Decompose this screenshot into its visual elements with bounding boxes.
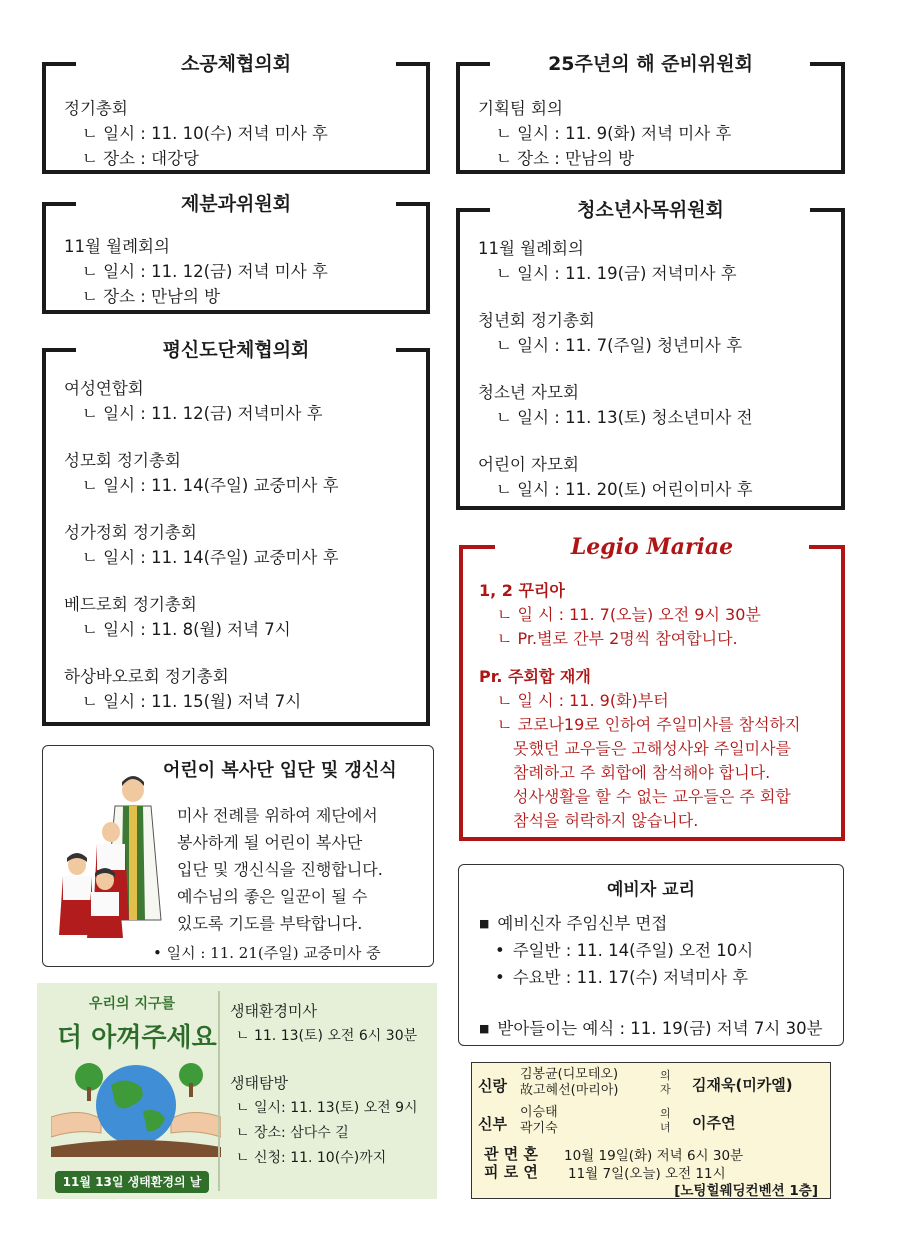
legio-praesidium-date: ㄴ 일 시 : 11. 9(화)부터: [497, 691, 669, 710]
lay-group-date: ㄴ 일시 : 11. 8(월) 저녁 7시: [82, 620, 291, 639]
lay-group-date: ㄴ 일시 : 11. 14(주일) 교중미사 후: [82, 548, 339, 567]
lay-group: [64, 664, 426, 714]
sogong-item: 정기총회: [64, 99, 128, 118]
legio-note-cont: 못했던 교우들은 고해성사와 주일미사를: [513, 739, 792, 758]
earth-hands-illustration: [51, 1047, 221, 1157]
reception-date: 11월 7일(오늘) 오전 11시: [568, 1166, 726, 1182]
lay-group-name: 베드로회 정기총회: [64, 595, 197, 614]
jubilee-place: ㄴ 장소 : 만남의 방: [496, 149, 635, 168]
jubilee-item: 기획팀 회의: [478, 99, 563, 118]
eco-banner-main: 더 아껴주세요: [57, 1023, 217, 1053]
jubilee-box: [456, 53, 845, 174]
altar-body-line: 봉사하게 될 어린이 복사단: [177, 833, 363, 852]
catechism-wednesday: • 수요반 : 11. 17(수) 저녁미사 후: [479, 965, 823, 990]
lay-group-date: ㄴ 일시 : 11. 14(주일) 교중미사 후: [82, 476, 339, 495]
altar-box: [42, 745, 434, 967]
catechism-title: 예비자 교리: [606, 880, 696, 900]
lay-title: 평신도단체협의회: [139, 334, 334, 366]
lay-box: [42, 339, 430, 726]
groom-label: 신랑: [478, 1077, 507, 1095]
bride-name: 이주연: [692, 1114, 736, 1132]
groom-parent: 故고혜선(마리아): [520, 1083, 619, 1098]
altar-body-line: 있도록 기도를 부탁합니다.: [177, 914, 363, 933]
eco-divider: [218, 991, 220, 1191]
youth-group: [478, 236, 841, 286]
youth-group: [478, 308, 841, 358]
altar-servers-illustration: [53, 770, 168, 940]
bride-rel: 의: [660, 1107, 671, 1120]
altar-body-line: 입단 및 갱신식을 진행합니다.: [177, 860, 383, 879]
altar-body-line: 예수님의 좋은 일꾼이 될 수: [177, 887, 368, 906]
eco-visit-date: ㄴ 일시: 11. 13(토) 오전 9시: [236, 1100, 418, 1116]
wedding-box: [471, 1062, 831, 1199]
legio-note-cont: 참례하고 주 회합에 참석해야 합니다.: [513, 763, 771, 782]
eco-visit-place: ㄴ 장소: 삼다수 길: [236, 1125, 349, 1141]
youth-group-name: 청년회 정기총회: [478, 311, 595, 330]
lay-group-name: 성모회 정기총회: [64, 451, 181, 470]
eco-visit-title: 생태탐방: [230, 1074, 288, 1092]
bride-rel: 녀: [660, 1121, 671, 1134]
altar-title: 어린이 복사단 입단 및 갱신식: [163, 760, 397, 781]
legio-curia-date: ㄴ 일 시 : 11. 7(오늘) 오전 9시 30분: [497, 605, 761, 624]
eco-banner-bottom: 11월 13일 생태환경의 날: [55, 1171, 209, 1193]
youth-group-date: ㄴ 일시 : 11. 13(토) 청소년미사 전: [496, 408, 753, 427]
eco-visit-apply: ㄴ 신청: 11. 10(수)까지: [236, 1150, 387, 1166]
youth-group-date: ㄴ 일시 : 11. 20(토) 어린이미사 후: [496, 480, 753, 499]
jebun-item: 11월 월례회의: [64, 237, 170, 256]
legio-note-cont: 성사생활을 할 수 없는 교우들은 주 회합: [513, 787, 791, 806]
lay-group-name: 여성연합회: [64, 379, 144, 398]
youth-title: 청소년사목위원회: [553, 194, 748, 226]
altar-date: • 일시 : 11. 21(주일) 교중미사 중: [153, 944, 381, 962]
sogong-place: ㄴ 장소 : 대강당: [82, 149, 199, 168]
jubilee-date: ㄴ 일시 : 11. 9(화) 저녁 미사 후: [496, 124, 732, 143]
bride-parent: 곽기숙: [520, 1121, 558, 1136]
jebun-place: ㄴ 장소 : 만남의 방: [82, 287, 221, 306]
legio-curia-note: ㄴ Pr.별로 간부 2명씩 참여합니다.: [497, 629, 738, 648]
youth-group-name: 어린이 자모회: [478, 455, 579, 474]
eco-mass-title: 생태환경미사: [230, 1002, 317, 1020]
lay-group: [64, 520, 426, 570]
reception-label: 피 로 연: [484, 1163, 538, 1181]
sogong-title: 소공체협의회: [157, 48, 315, 80]
lay-group: [64, 448, 426, 498]
legio-note-cont: 참석을 허락하지 않습니다.: [513, 811, 699, 830]
catechism-interview: ■ 예비신자 주임신부 면접: [479, 911, 823, 936]
lay-group-name: 성가정회 정기총회: [64, 523, 197, 542]
altar-body-line: 미사 전례를 위하여 제단에서: [177, 806, 378, 825]
groom-name: 김재욱(미카엘): [692, 1076, 793, 1094]
eco-mass-date: ㄴ 11. 13(토) 오전 6시 30분: [236, 1028, 418, 1044]
engage-date: 10월 19일(화) 저녁 6시 30분: [564, 1148, 744, 1164]
youth-group: [478, 380, 841, 430]
jebun-title: 제분과위원회: [157, 188, 315, 220]
catechism-sunday: • 주일반 : 11. 14(주일) 오전 10시: [479, 938, 823, 963]
legio-title: Legio Mariae: [551, 529, 753, 565]
groom-parent: 김봉균(디모테오): [520, 1067, 619, 1082]
bride-label: 신부: [478, 1115, 507, 1133]
engage-label: 관 면 혼: [484, 1145, 538, 1163]
groom-rel: 의: [660, 1069, 671, 1082]
sogong-date: ㄴ 일시 : 11. 10(수) 저녁 미사 후: [82, 124, 328, 143]
lay-group: [64, 592, 426, 642]
bride-parent: 이승태: [520, 1105, 558, 1120]
legio-praesidium-note: ㄴ 코로나19로 인하여 주일미사를 참석하지: [497, 715, 801, 734]
youth-box: [456, 199, 845, 510]
sogong-box: [42, 53, 430, 174]
legio-head-curia: 1, 2 꾸리아: [479, 581, 565, 600]
youth-group-name: 11월 월례회의: [478, 239, 584, 258]
legio-box: [459, 534, 845, 841]
groom-rel: 자: [660, 1083, 671, 1096]
legio-head-praesidium: Pr. 주회합 재개: [479, 667, 591, 686]
youth-group-name: 청소년 자모회: [478, 383, 579, 402]
eco-panel: [37, 983, 437, 1199]
lay-group-name: 하상바오로회 정기총회: [64, 667, 229, 686]
jebun-date: ㄴ 일시 : 11. 12(금) 저녁 미사 후: [82, 262, 328, 281]
youth-group-date: ㄴ 일시 : 11. 7(주일) 청년미사 후: [496, 336, 743, 355]
lay-group-date: ㄴ 일시 : 11. 12(금) 저녁미사 후: [82, 404, 323, 423]
jubilee-title: 25주년의 해 준비위원회: [524, 48, 777, 80]
wedding-venue: [노팅힐웨딩컨벤션 1층]: [674, 1183, 818, 1199]
youth-group-date: ㄴ 일시 : 11. 19(금) 저녁미사 후: [496, 264, 737, 283]
jebun-box: [42, 193, 430, 314]
lay-group-date: ㄴ 일시 : 11. 15(월) 저녁 7시: [82, 692, 302, 711]
catechism-box: [458, 864, 844, 1046]
eco-banner-top: 우리의 지구를: [89, 996, 176, 1012]
youth-group: [478, 452, 841, 502]
lay-group: [64, 376, 426, 426]
catechism-welcome: ■ 받아들이는 예식 : 11. 19(금) 저녁 7시 30분: [479, 1016, 823, 1041]
